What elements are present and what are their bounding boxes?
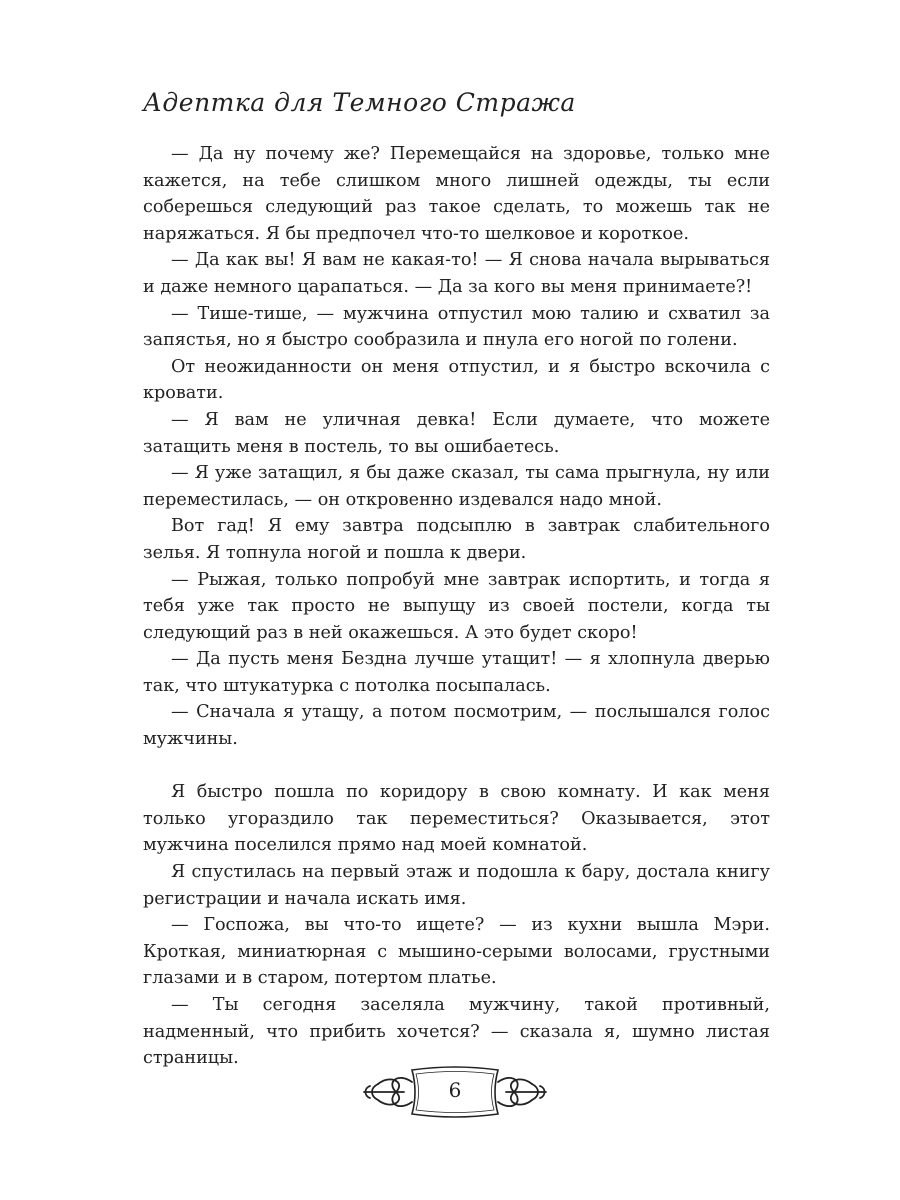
paragraph: — Я вам не уличная девка! Если думаете, что можете затащить меня в постель, то вы ошибаетесь. (143, 409, 770, 457)
paragraph: От неожиданности он меня отпустил, и я быстро вскочила с кровати. (143, 356, 770, 404)
paragraph: Вот гад! Я ему завтра подсыплю в завтрак слабительного зелья. Я топнула ногой и пошла к двери. (143, 516, 770, 563)
paragraph: Я быстро пошла по коридору в свою комнату. И как меня только угораздило так переместиться? Оказывается, этот мужчина поселился прямо над моей комнатой. (143, 782, 770, 856)
body-text (143, 141, 770, 1072)
paragraph: — Госпожа, вы что-то ищете? — из кухни вышла Мэри. Кроткая, миниатюрная с мышино-серыми волосами, грустными глазами и в старом, потертом платье. (143, 915, 770, 989)
paragraph: — Да пусть меня Бездна лучше утащит! — я хлопнула дверью так, что штукатурка с потолка посыпалась. (143, 649, 770, 696)
paragraph: — Ты сегодня заселяла мужчину, такой противный, надменный, что прибить хочется? — сказала я, шумно листая страницы. (143, 995, 770, 1069)
page-number-ornament (360, 1064, 550, 1120)
paragraph: — Рыжая, только попробуй мне завтрак испортить, и тогда я тебя уже так просто не выпущу из своей постели, когда ты следующий раз в ней окажешься. А это будет скоро! (143, 569, 770, 643)
page-number: 6 (448, 1078, 462, 1102)
paragraph: — Да ну почему же? Перемещайся на здоровье, только мне кажется, на тебе слишком много лишней одежды, ты если соберешься следующий раз такое сделать, то можешь так не наряжаться. Я бы предпочел что-то шелковое и короткое. (143, 144, 770, 244)
paragraph: — Да как вы! Я вам не какая-то! — Я снова начала вырываться и даже немного царапаться. — Да за кого вы меня принимаете?! (143, 250, 770, 297)
running-head: Адептка для Темного Стража (143, 88, 576, 117)
paragraph: — Я уже затащил, я бы даже сказал, ты сама прыгнула, ну или переместилась, — он откровенно издевался надо мной. (143, 463, 770, 510)
paragraph: — Тише-тише, — мужчина отпустил мою талию и схватил за запястья, но я быстро сообразила и пнула его ногой по голени. (143, 303, 770, 351)
paragraph: — Сначала я утащу, а потом посмотрим, — послышался голос мужчины. (143, 702, 770, 750)
paragraph: Я спустилась на первый этаж и подошла к бару, достала книгу регистрации и начала искать имя. (143, 862, 770, 909)
